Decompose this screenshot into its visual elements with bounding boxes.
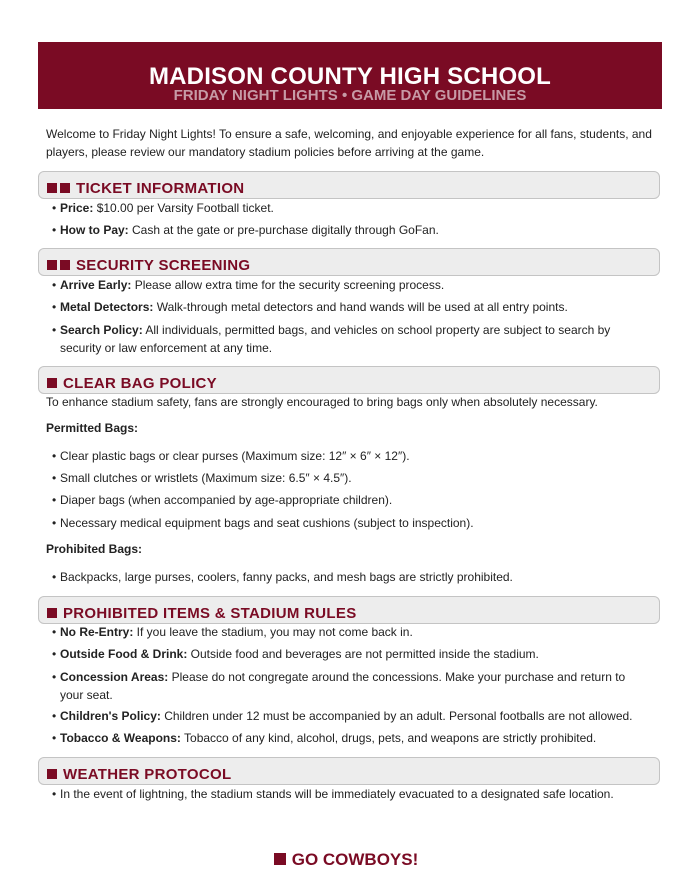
list-item: • Backpacks, large purses, coolers, fanny packs, and mesh bags are strictly prohibited. [52,570,513,584]
prohibited-bags-label: Prohibited Bags: [46,542,143,556]
section-title: PROHIBITED ITEMS & STADIUM RULES [63,605,357,622]
list-item: • Search Policy: All individuals, permitted bags, and vehicles on school property are subject to search by security or law enforcement at any time. [52,323,611,355]
footer-slogan [0,850,692,870]
section-header-security [38,248,660,276]
list-item: • Metal Detectors: Walk-through metal detectors and hand wands will be used at all entry points. [52,300,568,314]
section-title: CLEAR BAG POLICY [63,375,217,392]
list-item: • Tobacco & Weapons: Tobacco of any kind, alcohol, drugs, pets, and weapons are strictly prohibited. [52,731,597,745]
list-item: • Necessary medical equipment bags and seat cushions (subject to inspection). [52,516,474,530]
list-item: • In the event of lightning, the stadium stands will be immediately evacuated to a designated safe location. [52,787,614,801]
section-title: TICKET INFORMATION [76,180,245,197]
list-item: • Clear plastic bags or clear purses (Maximum size: 12″ × 6″ × 12″). [52,449,410,463]
list-item: • How to Pay: Cash at the gate or pre-purchase digitally through GoFan. [52,223,439,237]
list-item: • Outside Food & Drink: Outside food and beverages are not permitted inside the stadium. [52,647,539,661]
section-title: WEATHER PROTOCOL [63,766,232,783]
intro-paragraph: Welcome to Friday Night Lights! To ensure a safe, welcoming, and enjoyable experience for all fans, students, and players, please review our mandatory stadium policies before arriving at the game. [46,127,652,159]
guidelines-subtitle: FRIDAY NIGHT LIGHTS • GAME DAY GUIDELINES [173,87,527,104]
section-header-ticket [38,171,660,199]
list-item: • Children's Policy: Children under 12 must be accompanied by an adult. Personal footballs are not allowed. [52,709,633,723]
square-icon [47,183,57,193]
school-title: MADISON COUNTY HIGH SCHOOL [148,63,552,90]
section-title: SECURITY SCREENING [76,257,251,274]
list-item: • Small clutches or wristlets (Maximum size: 6.5″ × 4.5″). [52,471,352,485]
square-icon [47,769,57,779]
square-icon [60,260,70,270]
section-header-weather [38,757,660,785]
list-item: • Concession Areas: Please do not congregate around the concessions. Make your purchase and return to your seat. [52,670,626,702]
square-icon [47,608,57,618]
header-banner [38,42,662,109]
permitted-bags-label: Permitted Bags: [46,421,139,435]
list-item: • Diaper bags (when accompanied by age-appropriate children). [52,493,393,507]
square-icon [47,378,57,388]
section-header-bag [38,366,660,394]
list-item: • No Re-Entry: If you leave the stadium, you may not come back in. [52,625,413,639]
list-item: • Arrive Early: Please allow extra time for the security screening process. [52,278,445,292]
bag-policy-intro: To enhance stadium safety, fans are strongly encouraged to bring bags only when absolutely necessary. [46,395,598,409]
square-icon [274,853,286,865]
footer-text: GO COWBOYS! [291,850,419,869]
square-icon [47,260,57,270]
square-icon [60,183,70,193]
list-item: • Price: $10.00 per Varsity Football ticket. [52,201,274,215]
section-header-rules [38,596,660,624]
